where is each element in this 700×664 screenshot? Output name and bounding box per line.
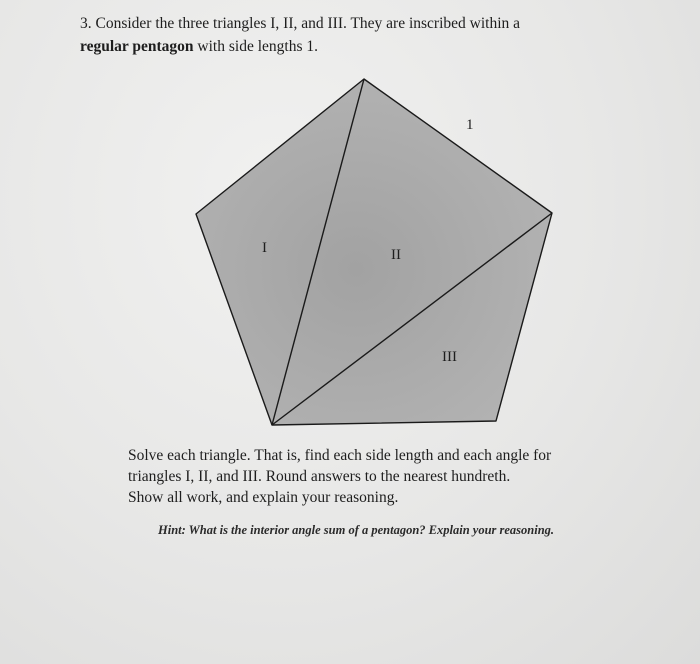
side-length-label: 1	[466, 117, 474, 133]
problem-text-part1: Consider the three triangles I, II, and III. They are inscribed within a	[95, 15, 521, 32]
problem-text-bold: regular pentagon	[80, 38, 194, 55]
hint-text: Hint: What is the interior angle sum of a pentagon? Explain your reasoning.	[158, 523, 555, 537]
triangle-label-ii: II	[391, 247, 401, 263]
instructions-line-2: triangles I, II, and III. Round answers to the nearest hundreth.	[128, 468, 511, 485]
pentagon	[196, 79, 552, 425]
instructions-line-1: Solve each triangle. That is, find each side length and each angle for	[128, 447, 552, 464]
instructions-line-3: Show all work, and explain your reasoning.	[128, 489, 399, 506]
triangle-label-iii: III	[442, 349, 457, 365]
instructions	[128, 445, 628, 508]
problem-number: 3.	[80, 15, 92, 32]
problem-text-part2: with side lengths 1.	[197, 38, 318, 55]
triangle-label-i: I	[262, 240, 267, 256]
